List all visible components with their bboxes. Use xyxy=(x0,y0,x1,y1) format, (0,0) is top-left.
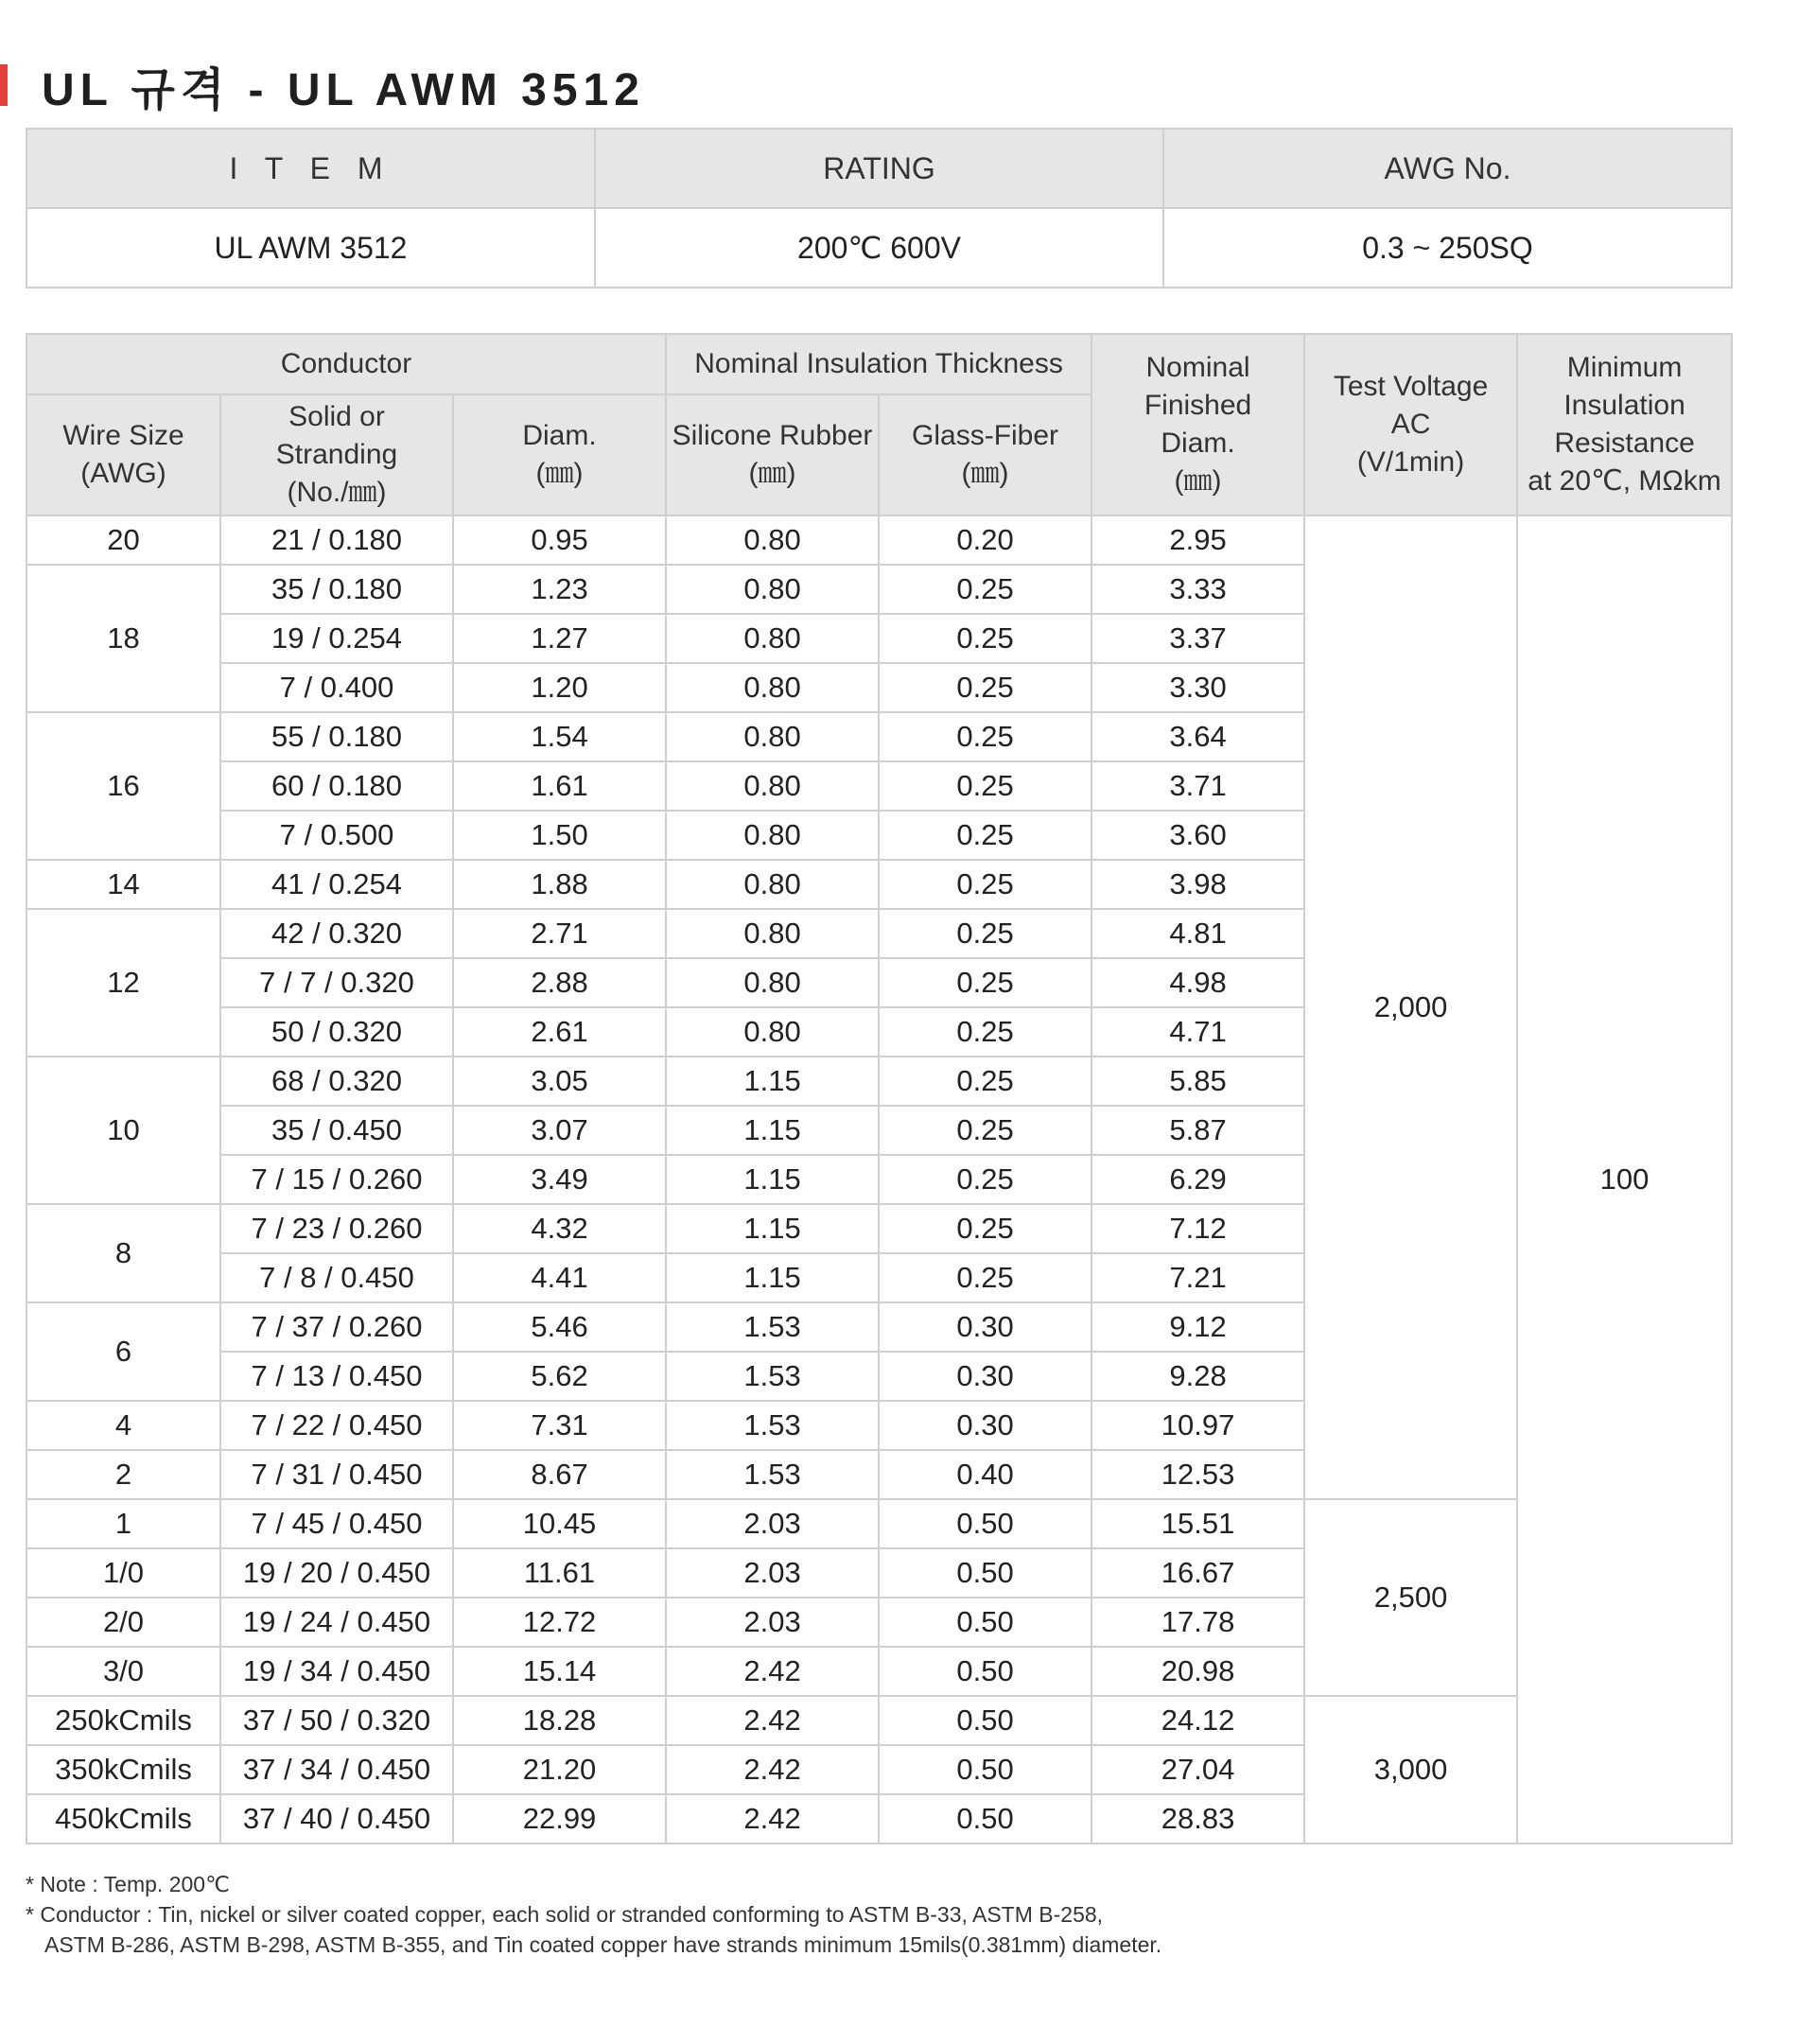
diam-cell: 1.61 xyxy=(453,761,666,811)
header-line: (㎜) xyxy=(961,458,1009,489)
table-row xyxy=(26,1696,1732,1745)
wire-size-cell: 6 xyxy=(26,1302,220,1401)
glass-fiber-cell: 0.50 xyxy=(879,1548,1091,1598)
wire-size-cell: 12 xyxy=(26,909,220,1057)
silicone-cell: 1.15 xyxy=(666,1155,879,1204)
stranding-cell: 7 / 7 / 0.320 xyxy=(220,958,453,1007)
glass-fiber-cell: 0.30 xyxy=(879,1302,1091,1352)
header-line: Diam. xyxy=(1161,428,1235,459)
wire-size-cell: 4 xyxy=(26,1401,220,1450)
finished-diam-cell: 7.12 xyxy=(1091,1204,1304,1253)
stranding-header xyxy=(220,394,453,515)
stranding-cell: 7 / 45 / 0.450 xyxy=(220,1499,453,1548)
header-line: Resistance xyxy=(1554,428,1695,459)
wire-size-cell: 16 xyxy=(26,712,220,860)
silicone-cell: 1.15 xyxy=(666,1057,879,1106)
diam-cell: 3.49 xyxy=(453,1155,666,1204)
diam-cell: 1.23 xyxy=(453,565,666,614)
glass-fiber-cell: 0.50 xyxy=(879,1598,1091,1647)
glass-fiber-cell: 0.25 xyxy=(879,1106,1091,1155)
note-conductor-cont: ASTM B-286, ASTM B-298, ASTM B-355, and Tin coated copper have strands minimum 15mils(0.381mm) diameter. xyxy=(44,1932,1162,1957)
wire-size-cell: 250kCmils xyxy=(26,1696,220,1745)
stranding-cell: 42 / 0.320 xyxy=(220,909,453,958)
wire-size-cell: 450kCmils xyxy=(26,1794,220,1843)
header-line: (AWG) xyxy=(80,458,166,489)
stranding-cell: 19 / 0.254 xyxy=(220,614,453,663)
glass-fiber-cell: 0.30 xyxy=(879,1352,1091,1401)
wire-size-cell: 1 xyxy=(26,1499,220,1548)
finished-diam-cell: 3.71 xyxy=(1091,761,1304,811)
finished-diam-cell: 9.12 xyxy=(1091,1302,1304,1352)
finished-diam-cell: 4.81 xyxy=(1091,909,1304,958)
diam-cell: 1.54 xyxy=(453,712,666,761)
stranding-cell: 55 / 0.180 xyxy=(220,712,453,761)
diam-cell: 3.05 xyxy=(453,1057,666,1106)
silicone-cell: 2.42 xyxy=(666,1696,879,1745)
diam-cell: 8.67 xyxy=(453,1450,666,1499)
glass-fiber-cell: 0.25 xyxy=(879,614,1091,663)
spec-table xyxy=(26,333,1733,1844)
summary-table xyxy=(26,128,1733,288)
silicone-cell: 0.80 xyxy=(666,1007,879,1057)
finished-diam-cell: 3.37 xyxy=(1091,614,1304,663)
table-row xyxy=(26,1499,1732,1548)
glass-fiber-cell: 0.25 xyxy=(879,909,1091,958)
finished-diam-cell: 4.98 xyxy=(1091,958,1304,1007)
silicone-cell: 1.53 xyxy=(666,1352,879,1401)
page-title xyxy=(0,55,946,115)
wire-size-cell: 14 xyxy=(26,860,220,909)
diam-cell: 7.31 xyxy=(453,1401,666,1450)
silicone-cell: 0.80 xyxy=(666,860,879,909)
wire-size-cell: 20 xyxy=(26,515,220,565)
diam-cell: 5.46 xyxy=(453,1302,666,1352)
silicone-cell: 0.80 xyxy=(666,811,879,860)
wire-size-cell: 350kCmils xyxy=(26,1745,220,1794)
finished-diam-cell: 7.21 xyxy=(1091,1253,1304,1302)
stranding-cell: 7 / 22 / 0.450 xyxy=(220,1401,453,1450)
stranding-cell: 21 / 0.180 xyxy=(220,515,453,565)
glass-fiber-cell: 0.25 xyxy=(879,663,1091,712)
header-line: (V/1min) xyxy=(1356,446,1465,478)
finished-diam-cell: 5.85 xyxy=(1091,1057,1304,1106)
silicone-cell: 0.80 xyxy=(666,909,879,958)
header-line: (㎜) xyxy=(748,458,796,489)
summary-header-awg: AWG No. xyxy=(1163,129,1732,208)
diam-cell: 1.88 xyxy=(453,860,666,909)
silicone-cell: 1.53 xyxy=(666,1401,879,1450)
diam-cell: 4.41 xyxy=(453,1253,666,1302)
stranding-cell: 41 / 0.254 xyxy=(220,860,453,909)
finished-diam-cell: 16.67 xyxy=(1091,1548,1304,1598)
diam-cell: 10.45 xyxy=(453,1499,666,1548)
diam-cell: 5.62 xyxy=(453,1352,666,1401)
notes xyxy=(26,1869,1785,1960)
finished-diam-cell: 5.87 xyxy=(1091,1106,1304,1155)
silicone-cell: 1.15 xyxy=(666,1253,879,1302)
stranding-cell: 7 / 0.400 xyxy=(220,663,453,712)
diam-cell: 1.20 xyxy=(453,663,666,712)
summary-value-awg: 0.3 ~ 250SQ xyxy=(1163,208,1732,288)
resistance-cell: 100 xyxy=(1517,515,1732,1843)
glass-fiber-cell: 0.50 xyxy=(879,1745,1091,1794)
glass-fiber-cell: 0.25 xyxy=(879,1007,1091,1057)
silicone-cell: 2.42 xyxy=(666,1745,879,1794)
header-line: Solid or xyxy=(288,401,385,432)
finished-diam-cell: 12.53 xyxy=(1091,1450,1304,1499)
wire-size-cell: 3/0 xyxy=(26,1647,220,1696)
finished-diam-cell: 27.04 xyxy=(1091,1745,1304,1794)
glass-fiber-cell: 0.25 xyxy=(879,761,1091,811)
glass-fiber-cell: 0.25 xyxy=(879,811,1091,860)
glass-fiber-cell: 0.25 xyxy=(879,565,1091,614)
finished-diam-cell: 10.97 xyxy=(1091,1401,1304,1450)
diam-cell: 0.95 xyxy=(453,515,666,565)
glass-fiber-header xyxy=(879,394,1091,515)
table-row xyxy=(26,515,1732,565)
diam-header xyxy=(453,394,666,515)
summary-header-rating: RATING xyxy=(595,129,1163,208)
finished-diam-cell: 3.98 xyxy=(1091,860,1304,909)
note-conductor: * Conductor : Tin, nickel or silver coated copper, each solid or stranded conforming to ASTM B-33, ASTM B-258, xyxy=(26,1902,1104,1927)
note-temp: * Note : Temp. 200℃ xyxy=(26,1872,230,1896)
test-voltage-cell: 3,000 xyxy=(1304,1696,1517,1843)
silicone-cell: 0.80 xyxy=(666,958,879,1007)
diam-cell: 4.32 xyxy=(453,1204,666,1253)
diam-cell: 22.99 xyxy=(453,1794,666,1843)
test-voltage-header xyxy=(1304,334,1517,515)
silicone-cell: 2.03 xyxy=(666,1548,879,1598)
silicone-cell: 0.80 xyxy=(666,663,879,712)
silicone-cell: 2.42 xyxy=(666,1647,879,1696)
header-line: (No./㎜) xyxy=(287,477,387,508)
stranding-cell: 37 / 50 / 0.320 xyxy=(220,1696,453,1745)
glass-fiber-cell: 0.50 xyxy=(879,1647,1091,1696)
header-line: at 20℃, MΩkm xyxy=(1528,465,1721,497)
finished-diam-cell: 20.98 xyxy=(1091,1647,1304,1696)
finished-diam-cell: 3.64 xyxy=(1091,712,1304,761)
diam-cell: 18.28 xyxy=(453,1696,666,1745)
glass-fiber-cell: 0.30 xyxy=(879,1401,1091,1450)
stranding-cell: 35 / 0.180 xyxy=(220,565,453,614)
diam-cell: 11.61 xyxy=(453,1548,666,1598)
glass-fiber-cell: 0.25 xyxy=(879,712,1091,761)
resistance-header xyxy=(1517,334,1732,515)
stranding-cell: 19 / 24 / 0.450 xyxy=(220,1598,453,1647)
diam-cell: 3.07 xyxy=(453,1106,666,1155)
spec-table-body xyxy=(26,515,1732,1843)
glass-fiber-cell: 0.25 xyxy=(879,958,1091,1007)
summary-value-rating: 200℃ 600V xyxy=(595,208,1163,288)
glass-fiber-cell: 0.20 xyxy=(879,515,1091,565)
finished-diam-cell: 3.33 xyxy=(1091,565,1304,614)
header-line: Finished xyxy=(1144,390,1252,421)
silicone-cell: 1.53 xyxy=(666,1302,879,1352)
header-line: Glass-Fiber xyxy=(912,420,1059,451)
diam-cell: 21.20 xyxy=(453,1745,666,1794)
summary-header-row xyxy=(26,129,1732,208)
wire-size-cell: 18 xyxy=(26,565,220,712)
stranding-cell: 7 / 15 / 0.260 xyxy=(220,1155,453,1204)
title-accent-bar xyxy=(0,64,8,106)
wire-size-cell: 10 xyxy=(26,1057,220,1204)
stranding-cell: 7 / 31 / 0.450 xyxy=(220,1450,453,1499)
finished-diam-cell: 24.12 xyxy=(1091,1696,1304,1745)
silicone-cell: 1.15 xyxy=(666,1204,879,1253)
finished-diam-cell: 6.29 xyxy=(1091,1155,1304,1204)
header-line: AC xyxy=(1390,409,1431,440)
silicone-header xyxy=(666,394,879,515)
diam-cell: 2.88 xyxy=(453,958,666,1007)
glass-fiber-cell: 0.50 xyxy=(879,1794,1091,1843)
finished-diam-cell: 9.28 xyxy=(1091,1352,1304,1401)
diam-cell: 1.50 xyxy=(453,811,666,860)
diam-cell: 1.27 xyxy=(453,614,666,663)
insulation-group-header: Nominal Insulation Thickness xyxy=(666,334,1091,394)
stranding-cell: 50 / 0.320 xyxy=(220,1007,453,1057)
stranding-cell: 37 / 34 / 0.450 xyxy=(220,1745,453,1794)
finished-diam-cell: 3.60 xyxy=(1091,811,1304,860)
finished-diam-cell: 17.78 xyxy=(1091,1598,1304,1647)
glass-fiber-cell: 0.50 xyxy=(879,1499,1091,1548)
header-line: (㎜) xyxy=(1174,465,1222,497)
glass-fiber-cell: 0.25 xyxy=(879,1253,1091,1302)
header-line: Diam. xyxy=(522,420,597,451)
diam-cell: 12.72 xyxy=(453,1598,666,1647)
silicone-cell: 0.80 xyxy=(666,614,879,663)
stranding-cell: 7 / 8 / 0.450 xyxy=(220,1253,453,1302)
silicone-cell: 0.80 xyxy=(666,712,879,761)
silicone-cell: 2.03 xyxy=(666,1598,879,1647)
test-voltage-cell: 2,500 xyxy=(1304,1499,1517,1696)
header-line: Wire Size xyxy=(62,420,184,451)
page-title-text: UL 규격 - UL AWM 3512 xyxy=(42,64,645,115)
silicone-cell: 2.42 xyxy=(666,1794,879,1843)
finished-diam-cell: 3.30 xyxy=(1091,663,1304,712)
finished-diam-header xyxy=(1091,334,1304,515)
stranding-cell: 7 / 13 / 0.450 xyxy=(220,1352,453,1401)
glass-fiber-cell: 0.25 xyxy=(879,860,1091,909)
silicone-cell: 1.53 xyxy=(666,1450,879,1499)
summary-value-item: UL AWM 3512 xyxy=(26,208,595,288)
stranding-cell: 7 / 37 / 0.260 xyxy=(220,1302,453,1352)
header-line: Insulation xyxy=(1563,390,1685,421)
glass-fiber-cell: 0.25 xyxy=(879,1204,1091,1253)
diam-cell: 15.14 xyxy=(453,1647,666,1696)
stranding-cell: 37 / 40 / 0.450 xyxy=(220,1794,453,1843)
glass-fiber-cell: 0.25 xyxy=(879,1155,1091,1204)
diam-cell: 2.61 xyxy=(453,1007,666,1057)
header-line: Stranding xyxy=(275,439,398,470)
silicone-cell: 0.80 xyxy=(666,761,879,811)
silicone-cell: 0.80 xyxy=(666,515,879,565)
stranding-cell: 7 / 0.500 xyxy=(220,811,453,860)
stranding-cell: 68 / 0.320 xyxy=(220,1057,453,1106)
glass-fiber-cell: 0.50 xyxy=(879,1696,1091,1745)
spec-group-header-row xyxy=(26,334,1732,394)
wire-size-cell: 1/0 xyxy=(26,1548,220,1598)
wire-size-cell: 8 xyxy=(26,1204,220,1302)
silicone-cell: 0.80 xyxy=(666,565,879,614)
header-line: Test Voltage xyxy=(1333,371,1489,402)
finished-diam-cell: 4.71 xyxy=(1091,1007,1304,1057)
header-line: Silicone Rubber xyxy=(672,420,873,451)
glass-fiber-cell: 0.25 xyxy=(879,1057,1091,1106)
conductor-group-header: Conductor xyxy=(26,334,666,394)
summary-header-item: I T E M xyxy=(26,129,595,208)
finished-diam-cell: 28.83 xyxy=(1091,1794,1304,1843)
stranding-cell: 19 / 20 / 0.450 xyxy=(220,1548,453,1598)
finished-diam-cell: 2.95 xyxy=(1091,515,1304,565)
summary-value-row xyxy=(26,208,1732,288)
header-line: (㎜) xyxy=(535,458,584,489)
header-line: Nominal xyxy=(1145,352,1250,383)
stranding-cell: 35 / 0.450 xyxy=(220,1106,453,1155)
glass-fiber-cell: 0.40 xyxy=(879,1450,1091,1499)
stranding-cell: 7 / 23 / 0.260 xyxy=(220,1204,453,1253)
header-line: Minimum xyxy=(1566,352,1683,383)
wire-size-header xyxy=(26,394,220,515)
stranding-cell: 19 / 34 / 0.450 xyxy=(220,1647,453,1696)
wire-size-cell: 2 xyxy=(26,1450,220,1499)
stranding-cell: 60 / 0.180 xyxy=(220,761,453,811)
test-voltage-cell: 2,000 xyxy=(1304,515,1517,1499)
wire-size-cell: 2/0 xyxy=(26,1598,220,1647)
diam-cell: 2.71 xyxy=(453,909,666,958)
silicone-cell: 1.15 xyxy=(666,1106,879,1155)
silicone-cell: 2.03 xyxy=(666,1499,879,1548)
finished-diam-cell: 15.51 xyxy=(1091,1499,1304,1548)
